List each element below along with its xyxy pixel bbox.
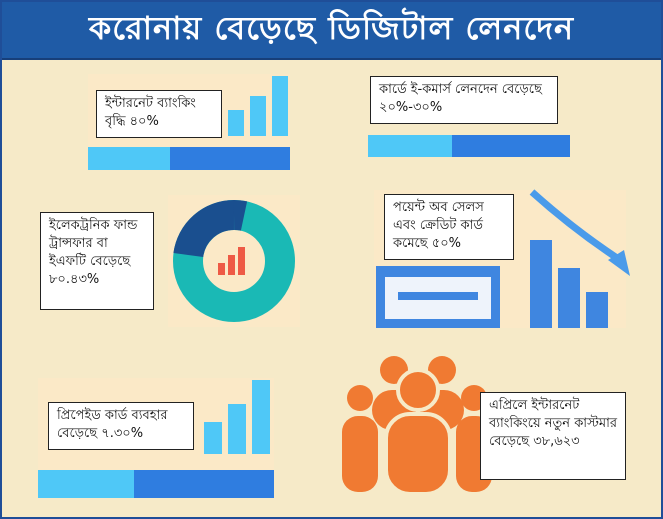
- donut-chart-icon: [168, 195, 300, 327]
- credit-card-icon: [376, 266, 500, 328]
- progress-dark: [170, 147, 290, 170]
- progress-light: [88, 147, 170, 170]
- pos-card: পয়েন্ট অব সেলস এবং ক্রেডিট কার্ড কমেছে ৫০%: [384, 194, 514, 260]
- eft-card: ইলেকট্রনিক ফান্ড ট্রান্সফার বা ইএফটি বেড়েছে ৮০.৪৩%: [40, 212, 154, 310]
- internet-banking-card: ইন্টারনেট ব্যাংকিং বৃদ্ধি ৪০%: [96, 90, 222, 138]
- declining-bars-icon: [522, 188, 632, 328]
- ecommerce-card: কার্ডে ই-কমার্স লেনদেন বেড়েছে ২০%-৩০%: [370, 76, 558, 124]
- bar-chart-icon: [224, 72, 294, 142]
- page-title: করোনায় বেড়েছে ডিজিটাল লেনদেন: [2, 2, 661, 60]
- people-group-icon: [342, 354, 492, 494]
- new-customers-card: এপ্রিলে ইন্টারনেট ব্যাংকিংয়ে নতুন কাস্টমার বেড়েছে ৩৮,৬২৩: [480, 392, 626, 480]
- prepaid-card: প্রিপেইড কার্ড ব্যবহার বেড়েছে ৭.৩০%: [48, 402, 194, 450]
- progress-light: [38, 470, 134, 498]
- progress-dark: [452, 135, 570, 157]
- progress-light: [368, 135, 452, 157]
- progress-dark: [134, 470, 274, 498]
- bar-chart-icon: [202, 378, 276, 458]
